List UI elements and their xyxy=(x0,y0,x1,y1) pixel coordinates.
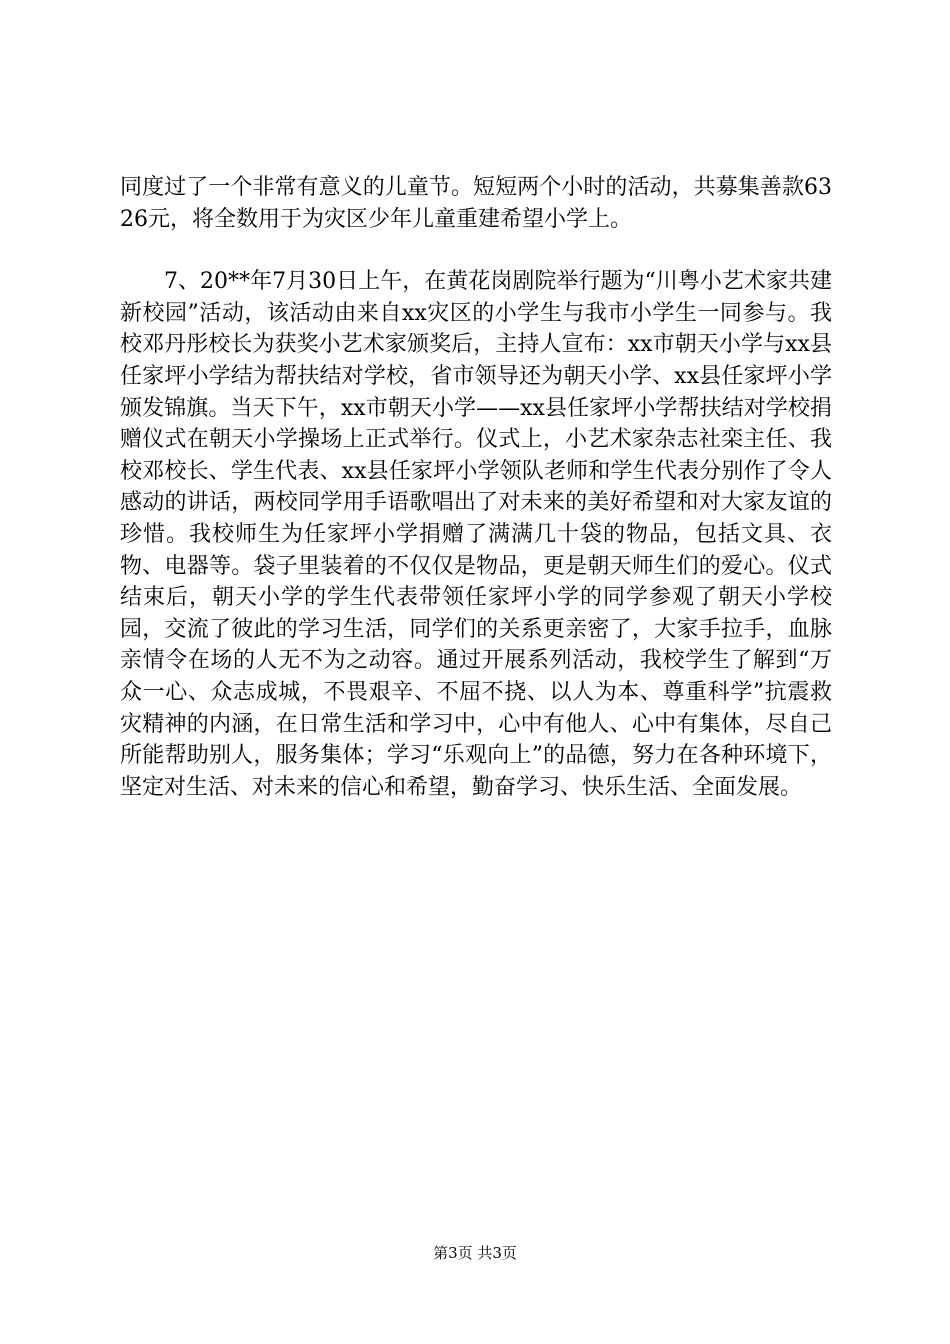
paragraph-item-7: 7、20**年7月30日上午，在黄花岗剧院举行题为“川粤小艺术家共建新校园”活动，该活动由来自xx灾区的小学生与我市小学生一同参与。我校邓丹彤校长为获奖小艺术家颁奖后，主持人宣布：xx市朝天小学与xx县任家坪小学结为帮扶结对学校，省市领导还为朝天小学、xx县任家坪小学颁发锦旗。当天下午，xx市朝天小学——xx县任家坪小学帮扶结对学校捐赠仪式在朝天小学操场上正式举行。仪式上，小艺术家杂志社栾主任、我校邓校长、学生代表、xx县任家坪小学领队老师和学生代表分别作了令人感动的讲话，两校同学用手语歌唱出了对未来的美好希望和对大家友谊的珍惜。我校师生为任家坪小学捐赠了满满几十袋的物品，包括文具、衣物、电器等。袋子里装着的不仅仅是物品，更是朝天师生们的爱心。仪式结束后，朝天小学的学生代表带领任家坪小学的同学参观了朝天小学校园，交流了彼此的学习生活，同学们的关系更亲密了，大家手拉手，血脉亲情令在场的人无不为之动容。通过开展系列活动，我校学生了解到“万众一心、众志成城，不畏艰辛、不屈不挠、以人为本、尊重科学”抗震救灾精神的内涵，在日常生活和学习中，心中有他人、心中有集体，尽自己所能帮助别人，服务集体；学习“乐观向上”的品德，努力在各种环境下，坚定对生活、对未来的信心和希望，勤奋学习、快乐生活、全面发展。 xyxy=(120,269,832,800)
paragraph-continuation: 同度过了一个非常有意义的儿童节。短短两个小时的活动，共募集善款6326元，将全数用于为灾区少年儿童重建希望小学上。 xyxy=(120,175,832,232)
page-number-footer: 第3页 共3页 xyxy=(433,1244,517,1262)
document-body xyxy=(120,172,832,803)
